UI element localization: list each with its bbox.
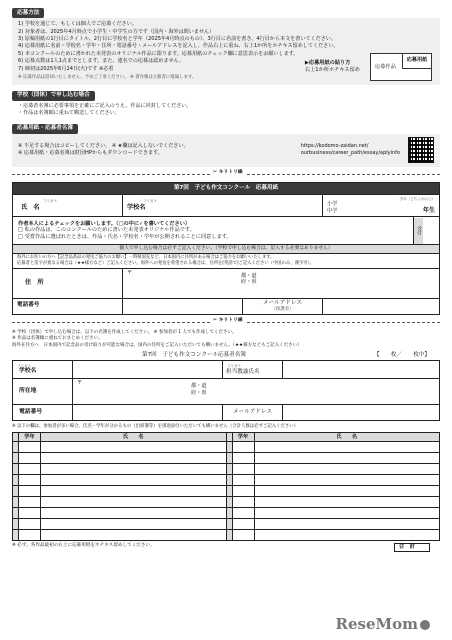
- roster-body: [13, 442, 440, 541]
- section-forms: [12, 124, 440, 167]
- name-input-cell[interactable]: [254, 497, 440, 508]
- roster-teacher-label-cell: [223, 361, 283, 379]
- name-input-cell[interactable]: [254, 530, 440, 541]
- name-input-cell[interactable]: [41, 442, 227, 453]
- phone-label: 電話番号: [17, 302, 40, 309]
- roster-furigana: フリガナ: [17, 363, 32, 368]
- grade-input-cell[interactable]: [19, 475, 41, 486]
- grade-input-cell[interactable]: [232, 486, 254, 497]
- address-label-cell: [13, 268, 123, 298]
- grade-input-cell[interactable]: [232, 453, 254, 464]
- forms-box: [12, 134, 440, 167]
- rules-line: 7) 締切は2025年6月24日(火)です ※必着: [18, 65, 114, 72]
- roster-col-name: 氏 名: [41, 433, 227, 442]
- grade-hint: 学年（どちらかに○）: [399, 196, 435, 201]
- forms-lines-line: ※ 不足する場合はコピーしてください。 ※ ★欄は記入しないでください。: [18, 142, 189, 149]
- grade-input-cell[interactable]: [232, 519, 254, 530]
- address-label: 住 所: [25, 279, 44, 287]
- name-input-cell[interactable]: [254, 453, 440, 464]
- roster-footer-note: ※ 必ず、各作品最初の右上に応募用紙をホチキス留めしてください。: [12, 543, 155, 549]
- email-input-cell[interactable]: [323, 298, 440, 314]
- checkbox-icon[interactable]: □: [18, 227, 23, 234]
- roster-note-1: ※ 学校（団体）で申し込む場合は、以下の名簿を作成してください。 ※ 参加者が 1 人でも作成してください。: [12, 329, 237, 335]
- rules-line: 5) 本コンクールのために書かれた未発表のオリジナル作品に限ります。応募用紙のチェック欄に意思表示をお願いします。: [18, 50, 299, 57]
- name-input-cell[interactable]: [254, 486, 440, 497]
- grade-input-cell[interactable]: [19, 497, 41, 508]
- grade-input-cell[interactable]: [232, 530, 254, 541]
- roster-col-grade-2: 学年: [232, 433, 254, 442]
- roster-notes: [12, 330, 440, 350]
- application-box: [12, 18, 440, 84]
- roster-col-name-2: 氏 名: [254, 433, 440, 442]
- phone-input-cell[interactable]: [123, 298, 243, 314]
- roster-phone-label-cell: [13, 405, 73, 421]
- group-lines-line: ・応募者名簿に必要事項を正確にご記入のうえ、作品に同封してください。: [18, 102, 192, 109]
- table-row: [13, 508, 440, 519]
- name-input-cell[interactable]: [41, 464, 227, 475]
- roster-note-2: ※ 作品は名簿順に重ねておまとめください。: [12, 336, 103, 342]
- roster-phone-label: 電話番号: [19, 409, 43, 416]
- check-original-label: 私の作品は、このコンクールのために書いた未発表オリジナル作品です。: [24, 227, 195, 234]
- overseas-note-1: 海外にお住いの方へ【記念品賞品の発送ご協力のお願い】一時帰国先など、日本国内に住所がある場合はご協力をお願いいたします。: [17, 255, 275, 261]
- attach-illustration: [370, 53, 432, 81]
- attach-title: ▶応募用紙の貼り方: [304, 59, 351, 66]
- prefecture-fu-ken: 府・県: [241, 279, 257, 286]
- rules-line: 4) 応募用紙に名前・学校名・学年・住所・電話番号・メールアドレスを記入し、作品右上に重ね、右上1か所をホチキス留めしてください。: [18, 43, 339, 50]
- roster-school-label-cell: [13, 361, 73, 379]
- grade-input-cell[interactable]: [19, 486, 41, 497]
- attach-form-box: [402, 53, 432, 69]
- grade-input-cell[interactable]: [19, 530, 41, 541]
- scissors-icon: ✂: [213, 169, 218, 175]
- roster-prefecture-to-do: 都・道: [191, 383, 207, 390]
- rules-line: 6) 応募点数は1人1点までとします。また、連名での応募は認めません。: [18, 58, 185, 65]
- roster-school-label: 学校名: [19, 368, 37, 375]
- table-row: [13, 453, 440, 464]
- checkbox-icon[interactable]: □: [18, 234, 23, 241]
- school-label: 学校名: [127, 203, 146, 211]
- application-header: 応募方法: [12, 8, 44, 18]
- forms-lines: [18, 143, 248, 158]
- roster-info: [12, 360, 440, 421]
- attach-form-label: 応募用紙: [406, 57, 428, 64]
- check-consent[interactable]: [18, 234, 408, 241]
- name-input-cell[interactable]: [41, 508, 227, 519]
- check-consent-label: 受賞作品に選ばれたときは、作品・氏名・学校名・学年が公開されることに同意します。: [24, 234, 232, 241]
- table-row: [13, 442, 440, 453]
- forms-lines-line: ※ 応募用紙・応募名簿は財団HPからもダウンロードできます。: [18, 149, 163, 156]
- phone-label-cell: [13, 298, 123, 314]
- resemom-logo: [336, 615, 430, 635]
- grade-cell[interactable]: [323, 195, 440, 217]
- entry-form: [12, 182, 440, 315]
- name-input-cell[interactable]: [254, 519, 440, 530]
- qr-code-icon[interactable]: [408, 137, 434, 163]
- grade-input-cell[interactable]: [232, 497, 254, 508]
- roster-teacher-furigana: フリガナ: [227, 363, 242, 368]
- section-application: [12, 8, 440, 85]
- logo-circle-icon: [420, 620, 430, 630]
- name-input-cell[interactable]: [41, 453, 227, 464]
- name-input-cell[interactable]: [41, 519, 227, 530]
- roster-postal-mark: 〒: [77, 380, 83, 387]
- name-label: 氏 名: [21, 203, 40, 211]
- name-input-cell[interactable]: [41, 486, 227, 497]
- roster-email-input[interactable]: [283, 405, 440, 421]
- roster-phone-input[interactable]: [73, 405, 223, 421]
- roster-teacher-label: 担当教諭氏名: [226, 368, 260, 375]
- name-input-cell[interactable]: [254, 442, 440, 453]
- roster-email-label: メールアドレス: [233, 409, 272, 416]
- check-cell: [13, 217, 414, 245]
- rules-line: 2) 対象者は、2025年4月時点で小学生・中学生の方です（国内・海外は問いません）: [18, 28, 215, 35]
- table-row: [13, 519, 440, 530]
- furigana-label: フリガナ: [43, 199, 58, 204]
- table-row: [13, 497, 440, 508]
- roster-footer: [12, 543, 440, 552]
- group-lines: [12, 101, 242, 120]
- scissors-icon: ✂: [213, 317, 218, 323]
- email-note: （保護者）: [271, 306, 294, 312]
- check-title: 作者本人によるチェックをお願いします。（□の中に✓を書いてください）: [18, 220, 191, 227]
- attach-desc: 右上1か所ホチキス留め: [304, 66, 360, 73]
- rules-line: 1) 学校を通じて、もしくは個人でご応募ください。: [18, 21, 137, 28]
- roster-title-row: [12, 352, 440, 359]
- roster-note-3: 海外在住方へ 日本国内で記念品の受け取りが可能な場合は、国内の住所をご記入いただいても構いません。（★★様方などもご記入ください）: [12, 342, 302, 348]
- grade-input-cell[interactable]: [19, 464, 41, 475]
- table-row: [13, 464, 440, 475]
- elementary-label: 小学: [327, 201, 338, 208]
- roster-teacher-input[interactable]: [283, 361, 440, 379]
- roster-count[interactable]: 【 枚／ 枚中】: [374, 352, 430, 359]
- entry-form-title: 第7回 子ども作文コンクール 応募用紙: [13, 182, 440, 194]
- postal-mark: 〒: [127, 269, 133, 276]
- prefecture-to-do: 都・道: [241, 272, 257, 279]
- grade-input-cell[interactable]: [232, 475, 254, 486]
- email-label: メールアドレス: [263, 299, 302, 306]
- receipt-cell: [414, 217, 440, 245]
- grade-label: 年生: [422, 206, 435, 214]
- name-input-cell[interactable]: [254, 475, 440, 486]
- junior-label: 中学: [327, 207, 338, 214]
- roster-prefecture-fu-ken: 府・県: [191, 390, 207, 397]
- grade-input-cell[interactable]: [232, 508, 254, 519]
- roster-location-label-cell: [13, 379, 73, 405]
- roster-email-label-cell: [223, 405, 283, 421]
- name-input-cell[interactable]: [254, 464, 440, 475]
- attach-work-label: 応募作品: [375, 63, 396, 70]
- grade-input-cell[interactable]: [19, 453, 41, 464]
- attach-guide: [305, 53, 432, 81]
- address-input-cell[interactable]: [123, 268, 440, 298]
- roster-col-grade: 学年: [19, 433, 41, 442]
- name-input-cell[interactable]: [41, 530, 227, 541]
- cut-line-label: キリトリ線: [218, 317, 243, 323]
- personal-note: 個人で申し込む場合は必ずご記入ください。（学校で申し込む場合は、記入する必要はありません）: [13, 245, 440, 254]
- application-note: ※ 応募作品は返却いたしません。予めご了承ください。 ※ 著作権は主催者に帰属します。: [18, 74, 197, 80]
- table-row: [13, 486, 440, 497]
- overseas-note: [13, 254, 440, 268]
- grade-input-cell[interactable]: [19, 508, 41, 519]
- grade-input-cell[interactable]: [19, 442, 41, 453]
- roster-list: [12, 432, 440, 541]
- name-input-cell[interactable]: [41, 497, 227, 508]
- rules-line: 3) 原稿用紙の1行目にタイトル、2行目に学校名と学年（2025年4月時点のもの）、3行目に名前を書き、4行目から本文を書いてください。: [18, 36, 337, 43]
- group-lines-line: ・作品は名簿順に重ねて郵送してください。: [18, 110, 120, 117]
- cut-line-2: [12, 318, 440, 327]
- overseas-note-2: 応募者と苗字が異なる場合は（★★様方など）ご記入ください。海外への発送を希望される場合は、住所を[英語で]ご記入ください（中国のみ、漢字可）。: [17, 260, 315, 266]
- roster-title: 第7回 子ども作文コンクール応募者名簿: [142, 352, 247, 359]
- grade-input-cell[interactable]: [19, 519, 41, 530]
- grade-input-cell[interactable]: [232, 464, 254, 475]
- school-furigana-label: フリガナ: [143, 199, 158, 204]
- logo-text: ReseMom: [335, 614, 418, 633]
- email-label-cell: [243, 298, 323, 314]
- cut-line-label: キリトリ線: [218, 169, 243, 175]
- name-cell[interactable]: [13, 195, 123, 217]
- school-cell[interactable]: [123, 195, 323, 217]
- receipt-label: 受付: [414, 218, 423, 244]
- roster-location-label: 所在地: [19, 388, 37, 395]
- forms-header: 応募用紙・応募者名簿: [12, 124, 78, 134]
- group-header: 学校（団体）で申し込む場合: [12, 91, 95, 101]
- forms-url-line1[interactable]: https://kodomo-zaidan.net/: [300, 143, 369, 150]
- roster-location-input[interactable]: [73, 379, 440, 405]
- cut-line-1: [12, 170, 440, 179]
- name-input-cell[interactable]: [254, 508, 440, 519]
- forms-url-line2[interactable]: ourbusiness/career_path/essay/aplyinfo: [300, 149, 400, 156]
- name-input-cell[interactable]: [41, 475, 227, 486]
- roster-total[interactable]: 合 計: [394, 543, 430, 552]
- roster-list-note: ※ 以下の欄は、参加者が多い場合、氏名・学年が分かるもの（出席簿等）を別途添付いただいても構いません（合計人数は必ずご記入ください）: [12, 424, 299, 430]
- section-group: [12, 91, 440, 120]
- roster-school-input[interactable]: [73, 361, 223, 379]
- table-row: [13, 530, 440, 541]
- grade-input-cell[interactable]: [232, 442, 254, 453]
- table-row: [13, 475, 440, 486]
